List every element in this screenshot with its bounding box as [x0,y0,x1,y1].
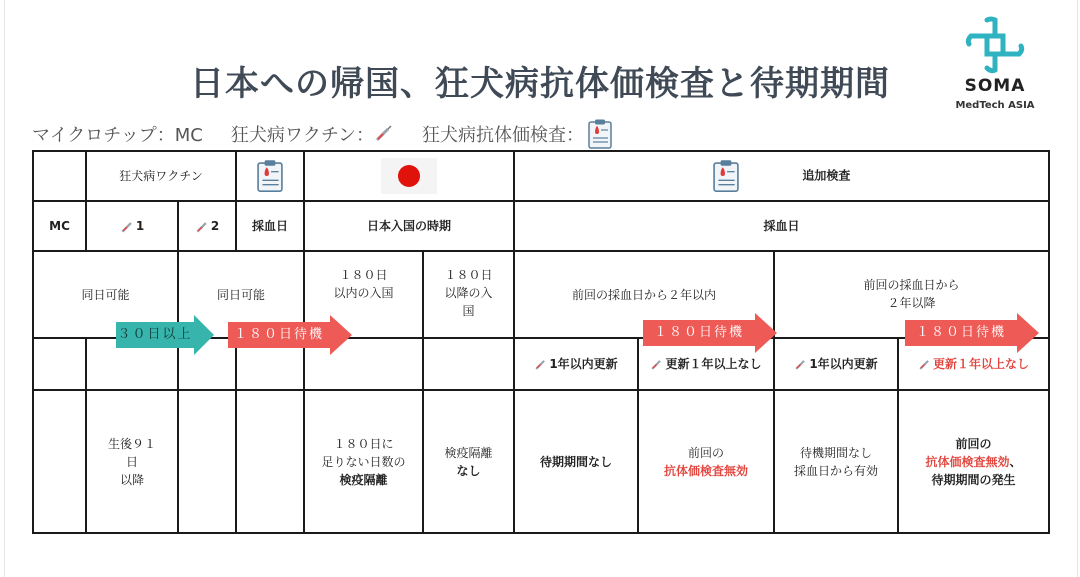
empty-cell [178,390,236,533]
logo-subtitle: MedTech ASIA [955,100,1035,111]
invalid-line1: 前回の [687,445,724,460]
header-dose2 [178,201,236,251]
after-2y-line2: ２年以降 [887,296,936,310]
renewal-label: 1年以内更新 [809,357,878,371]
valid-line1: 待機期間なし [799,445,872,460]
table-row [33,151,1049,201]
arrow-180-days-1-label: １８０日待機 [228,322,330,348]
arrow-head [330,315,352,355]
arrow-180-days-3 [905,313,1039,353]
valid-line2: 採血日から有効 [793,463,878,478]
arrow-180-days-1 [228,315,352,355]
syringe-icon [195,220,209,234]
arrow-180-days-2 [643,313,777,353]
header-vaccine: 狂犬病ワクチン [86,151,236,201]
after-180-line1: １８０日 [444,268,493,282]
outcome-quarantine [304,390,423,533]
syringe-icon [374,125,392,143]
outcome-occur [898,390,1049,533]
arrow-head [194,315,214,355]
table-row [33,390,1049,533]
invalid-line2: 抗体価検査無効 [663,463,748,478]
after-2y-line1: 前回の採血日から [863,278,960,292]
empty-cell [33,338,86,390]
clipboard-blood-icon [588,119,612,149]
arrow-180-days-2-label: １８０日待機 [643,320,755,346]
age-line3: 以降 [119,472,144,487]
renewal-label: 1年以内更新 [549,357,618,371]
legend-mc: マイクロチップ：MC [32,125,203,146]
empty-cell [423,338,514,390]
page-title: 日本への帰国、狂犬病抗体価検査と待期期間 [190,64,890,104]
renewal-1y [514,338,638,390]
arrow-head [755,313,777,353]
legend-test: 狂犬病抗体価検査： [421,125,584,146]
renewal-label: 更新１年以上なし [933,357,1030,371]
occur-line2: 抗体価検査無効 [925,454,1010,469]
outcome-valid [774,390,898,533]
medical-cross-logo-icon [965,16,1025,74]
arrow-180-days-3-label: １８０日待機 [905,320,1017,346]
empty-cell [33,390,86,533]
dose2-label: 2 [210,219,220,233]
japan-flag-icon [381,158,437,194]
renewal-label: 更新１年以上なし [665,357,762,371]
arrow-30-days-label: ３０日以上 [116,322,194,348]
dose1-label: 1 [135,219,145,233]
cond-within-2y: 前回の採血日から２年以内 [514,251,774,338]
header-blood-date: 採血日 [236,201,304,251]
empty-cell [236,390,304,533]
none-line1: 検疫隔離 [444,445,493,460]
occur-line3: 待期期間の発生 [931,472,1016,487]
outcome-no-quarantine [423,390,514,533]
age-line1: 生後９１ [107,436,156,451]
empty-cell [33,151,86,201]
age-line2: 日 [125,454,138,469]
outcome-age [86,390,178,533]
within-180-line1: １８０日 [339,268,388,282]
quar-line3: 検疫隔離 [339,472,388,487]
header-entry-timing: 日本入国の時期 [304,201,514,251]
quar-line2: 足りない日数の [321,454,406,469]
clipboard-blood-icon [713,159,739,193]
syringe-icon [120,220,134,234]
legend-vaccine: 狂犬病ワクチン： [230,125,374,146]
arrow-30-days [116,315,212,355]
extra-test-label: 追加検査 [802,168,851,183]
after-180-line3: 国 [462,304,475,318]
cond-same-day-2: 同日可能 [178,251,304,338]
header-blood-date-2: 採血日 [514,201,1049,251]
logo-name: SOMA [964,76,1026,96]
header-dose1 [86,201,178,251]
outcome-invalid [638,390,774,533]
after-180-line2: 以降の入 [444,286,493,300]
header-extra-test [514,151,1049,201]
outcome-no-wait: 待期期間なし [514,390,638,533]
header-flag-cell [304,151,514,201]
soma-logo [950,16,1040,116]
clipboard-blood-icon [257,159,283,193]
syringe-icon [534,358,547,371]
cond-after-180 [423,251,514,338]
syringe-icon [918,358,931,371]
cond-same-day-1: 同日可能 [33,251,178,338]
header-mc: MC [33,201,86,251]
legend [32,120,612,148]
quar-line1: １８０日に [333,436,394,451]
table-row [33,201,1049,251]
occur-line1: 前回の [955,436,992,451]
syringe-icon [794,358,807,371]
none-line2: なし [456,463,481,478]
within-180-line2: 以内の入国 [333,286,394,300]
renewal-1y [774,338,898,390]
arrow-head [1017,313,1039,353]
syringe-icon [650,358,663,371]
header-test-icon-cell [236,151,304,201]
occur-line2-comma: 、 [1009,454,1022,469]
